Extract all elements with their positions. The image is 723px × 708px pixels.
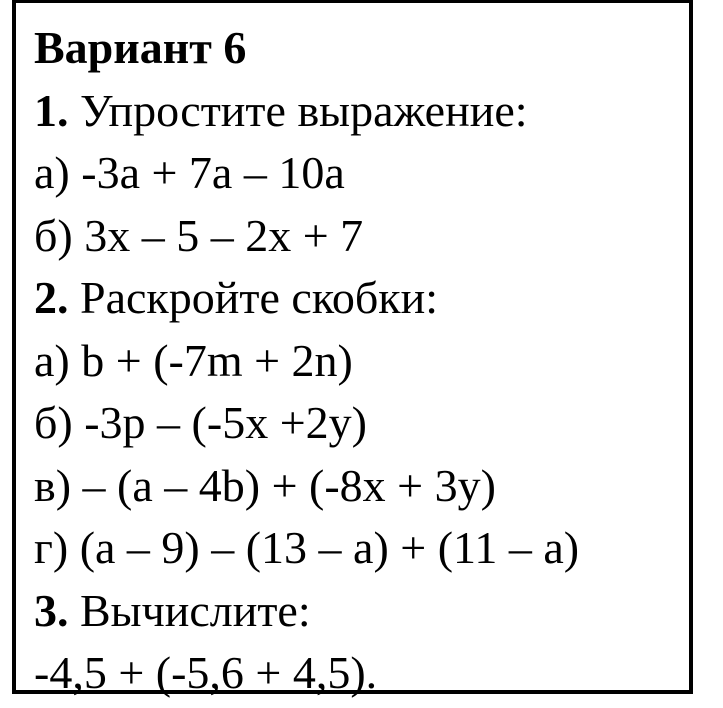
task-2-text: Раскройте скобки:	[80, 272, 438, 323]
worksheet-card	[12, 0, 693, 698]
item-label: а)	[34, 147, 70, 198]
variant-title: Вариант 6	[34, 22, 247, 73]
item-label: в)	[34, 459, 72, 511]
task-2-item-v	[34, 455, 689, 518]
task-1-item-b	[34, 205, 689, 268]
task-3-text: Вычислите:	[80, 584, 311, 636]
task-1-heading	[34, 80, 689, 143]
item-expression: -3p – (-5x +2y)	[84, 397, 367, 448]
item-label: г)	[34, 522, 69, 573]
item-expression: (a – 9) – (13 – a) + (11 – a)	[79, 522, 580, 573]
task-1-number: 1.	[34, 84, 69, 136]
task-1-text: Упростите выражение:	[80, 84, 528, 136]
task-2-item-b	[34, 392, 689, 455]
task-2-number: 2.	[34, 272, 69, 323]
task-2-heading	[34, 267, 689, 330]
task-1-item-a	[34, 142, 689, 205]
item-label: б)	[34, 397, 73, 448]
item-label: б)	[34, 209, 73, 261]
task-2-item-a	[34, 330, 689, 393]
worksheet-content	[34, 17, 689, 705]
task-3-number: 3.	[34, 584, 69, 636]
item-label: а)	[34, 334, 70, 386]
item-expression: – (a – 4b) + (-8x + 3y)	[82, 459, 496, 511]
item-expression: 3x – 5 – 2x + 7	[84, 209, 364, 261]
item-expression: b + (-7m + 2n)	[81, 334, 353, 386]
task-3-expression: -4,5 + (-5,6 + 4,5).	[34, 647, 378, 698]
task-3-heading	[34, 580, 689, 643]
task-2-item-g	[34, 517, 689, 580]
item-expression: -3a + 7a – 10a	[81, 147, 345, 198]
